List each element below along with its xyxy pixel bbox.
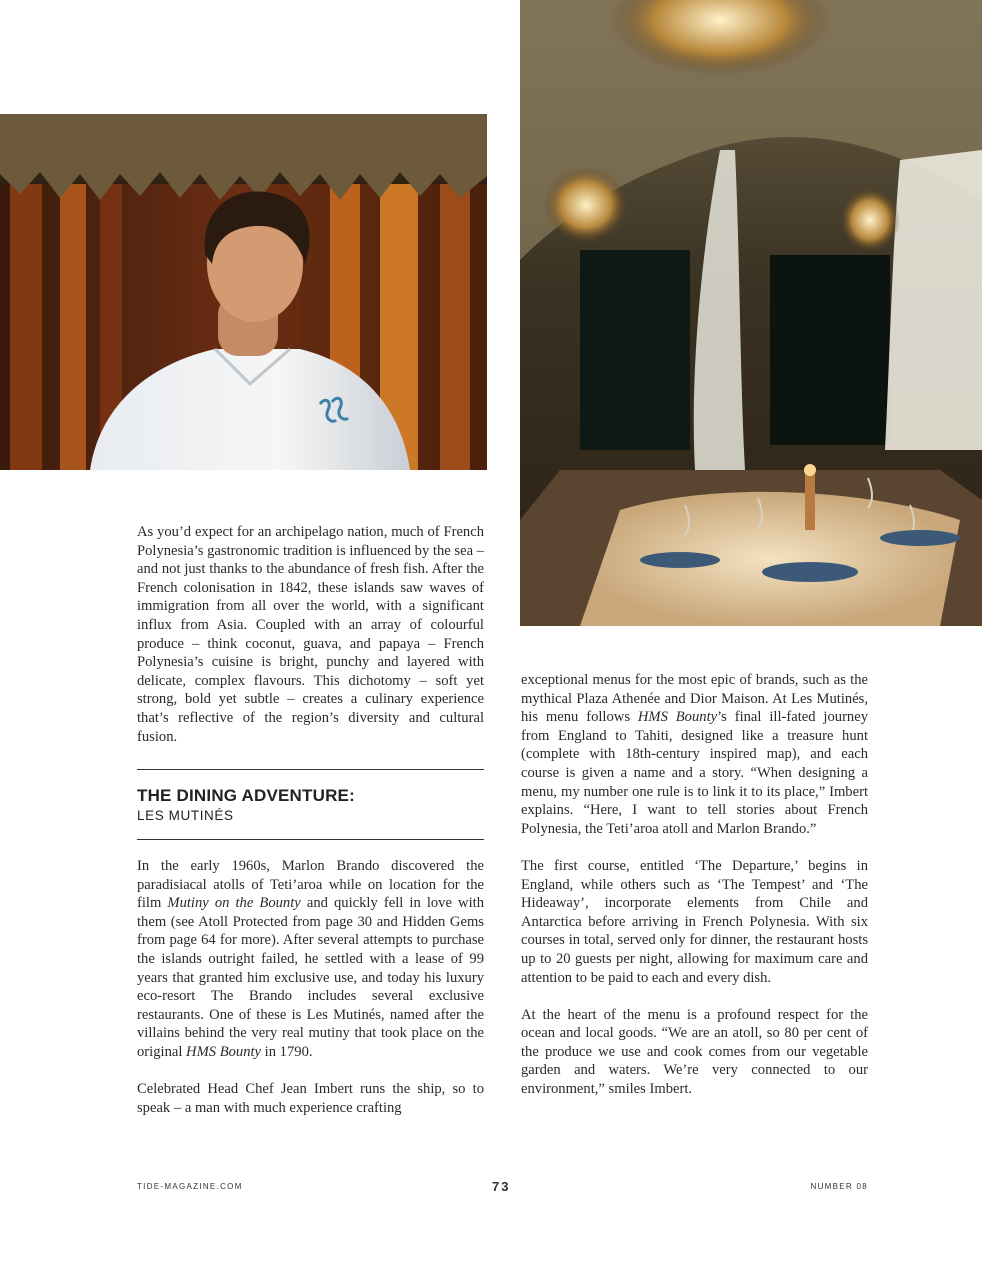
page-number: 73 [492, 1179, 511, 1194]
intro-paragraph: As you’d expect for an archipelago nation, much of French Polynesia’s gastronomic tradition is influenced by the sea – and not just thanks to the abundance of fresh fish. After the French colonisation in 1842, these islands saw waves of immigration from all over the world, with a significant influx from Asia. Coupled with an array of colourful produce – think coconut, guava, and papaya – French Polynesia’s cuisine is bright, punchy and layered with delicate, complex flavours. This dichotomy – soft yet strong, bold yet subtle – creates a culinary experience that’s reflective of the region’s diversity and cultural fusion. [137, 524, 484, 745]
text-run: and quickly fell in love with them (see Atoll Protected from page 30 and Hidden Gems from page 64 for more). After several attempts to purchase the islands outright failed, he settled with a lease of 99 years that granted him exclusive use, and today his luxury eco-resort The Brando includes several exclusive restaurants. One of these is Les Mutinés, named after the villains behind the very real mutiny that took place on the original [137, 895, 484, 1060]
article-intro-column [137, 523, 484, 746]
ship-name: HMS Bounty [637, 709, 718, 726]
article-right-column [521, 671, 868, 1099]
footer-website: TIDE-MAGAZINE.COM [137, 1182, 243, 1191]
text-run: In the early 1960s, Marlon Brando discovered the paradisiacal atolls of Teti’aroa while on location for the film [137, 858, 484, 912]
body-paragraph: At the heart of the menu is a profound respect for the ocean and local goods. “We are an atoll, so 80 per cent of the produce we use and cook comes from our vegetable garden and waters. We’re very connected to our environment,” smiles Imbert. [521, 1006, 868, 1098]
body-paragraph: The first course, entitled ‘The Departure,’ begins in England, while others such as ‘The Tempest’ and ‘The Hideaway’, incorporate elements from Chile and Antarctica before arriving in French Polynesia. With six courses in total, served only for dinner, the restaurant hosts up to 20 guests per night, allowing for maximum care and attention to be paid to each and every dish. [521, 857, 868, 986]
body-paragraph [521, 671, 868, 838]
issue-number: NUMBER 08 [810, 1182, 868, 1191]
text-run: ’s final ill-fated journey from England to Tahiti, designed like a treasure hunt (complete with 18th-century inspired map), and each course is given a name and a story. “When designing a menu, my number one rule is to link it to its place,” Imbert explains. “Here, I want to tell stories about French Polynesia, the Teti’aroa atoll and Marlon Brando.” [521, 709, 868, 837]
chef-portrait-photo [0, 114, 487, 470]
ship-name: HMS Bounty [186, 1043, 262, 1060]
section-title: THE DINING ADVENTURE: [137, 786, 355, 805]
article-left-column [137, 857, 484, 1117]
text-run: in 1790. [261, 1043, 313, 1060]
heading-rule-bottom [137, 839, 484, 840]
heading-rule-top [137, 769, 484, 770]
body-paragraph: Celebrated Head Chef Jean Imbert runs the ship, so to speak – a man with much experience crafting [137, 1081, 484, 1116]
section-subtitle: LES MUTINÉS [137, 808, 234, 823]
restaurant-interior-photo [520, 0, 982, 626]
section-heading [137, 786, 484, 825]
text-run: exceptional menus for the most epic of brands, such as the mythical Plaza Athenée and Dior Maison. At Les Mutinés, his menu follows [521, 672, 868, 726]
film-title: Mutiny on the Bounty [167, 895, 301, 912]
body-paragraph [137, 857, 484, 1062]
